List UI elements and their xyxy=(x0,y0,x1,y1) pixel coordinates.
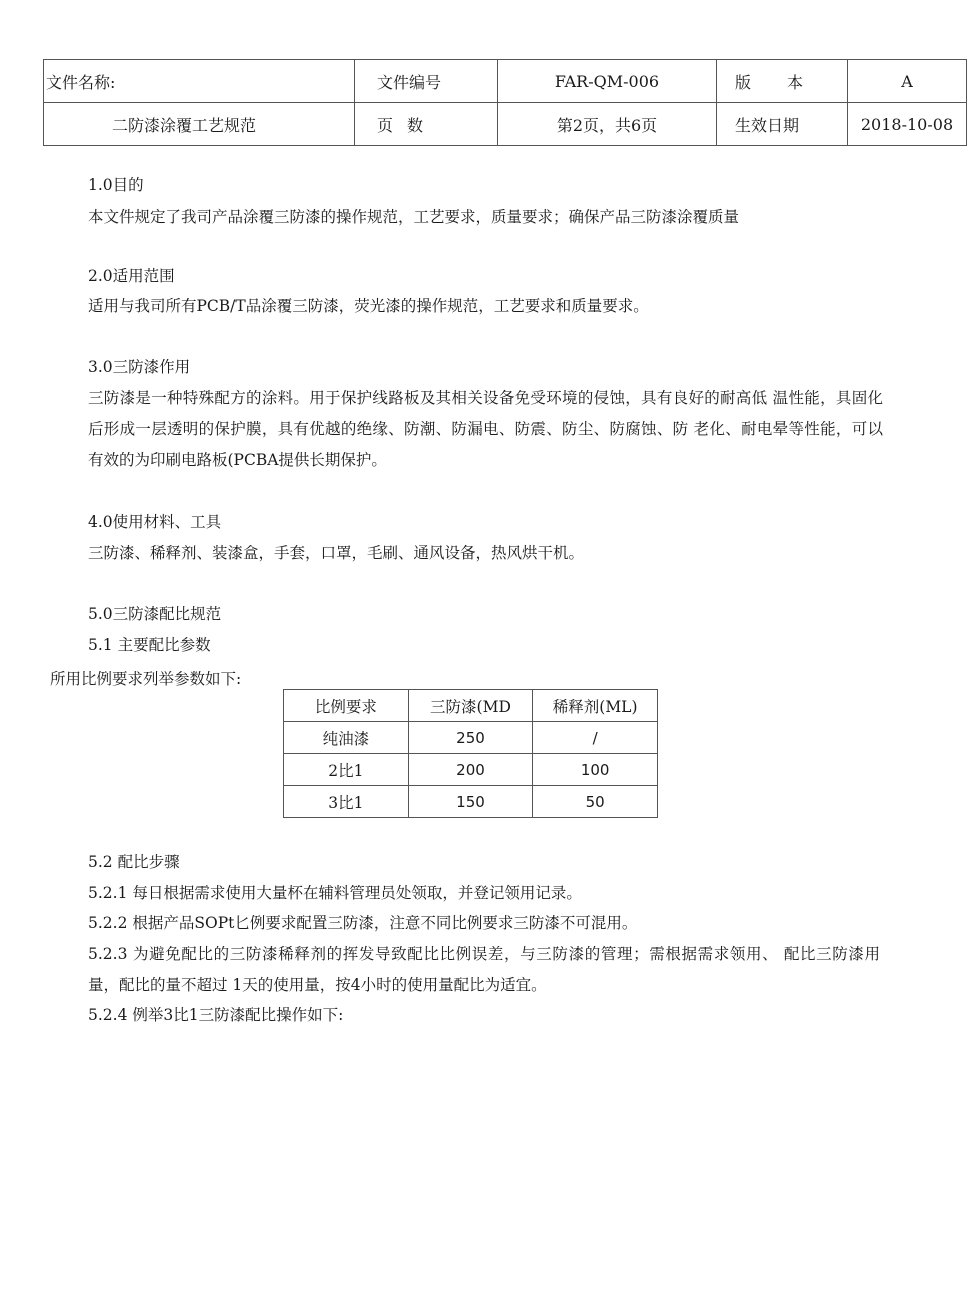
ratio-cell: 3比1 xyxy=(284,786,409,818)
ratio-table xyxy=(283,689,658,818)
section-5-2-3: 5.2.3 为避免配比的三防漆稀释剂的挥发导致配比比例误差，与三防漆的管理；需根据需求领用、 配比三防漆用量，配比的量不超过 1天的使用量，按4小时的使用量配比为适宜。 xyxy=(88,945,880,994)
version-label-part-a: 版 xyxy=(735,72,752,92)
section-3-title: 3.0三防漆作用 xyxy=(88,358,191,376)
section-2-body: 适用与我司所有PCB/T品涂覆三防漆，荧光漆的操作规范，工艺要求和质量要求。 xyxy=(88,297,649,315)
page-count-value: 第2页，共6页 xyxy=(498,103,717,146)
file-name-value: 二防漆涂覆工艺规范 xyxy=(44,103,355,146)
ratio-header-requirement: 比例要求 xyxy=(284,690,409,722)
section-5-1-title: 5.1 主要配比参数 xyxy=(88,636,211,654)
ratio-table-row xyxy=(284,754,658,786)
ratio-table-row xyxy=(284,786,658,818)
ratio-cell: 50 xyxy=(533,786,658,818)
effective-date-value: 2018-10-08 xyxy=(848,103,967,146)
section-1-title: 1.0目的 xyxy=(88,176,144,194)
effective-date-label: 生效日期 xyxy=(717,103,848,146)
section-4-body: 三防漆、稀释剂、装漆盒，手套，口罩，毛刷、通风设备，热风烘干机。 xyxy=(88,544,585,562)
section-5-title: 5.0三防漆配比规范 xyxy=(88,605,222,623)
page-label-part-a: 页 xyxy=(377,115,394,135)
ratio-cell: 250 xyxy=(408,722,533,754)
ratio-table-header-row xyxy=(284,690,658,722)
file-number-label: 文件编号 xyxy=(355,60,498,103)
ratio-header-coating: 三防漆(MD xyxy=(408,690,533,722)
ratio-cell: 150 xyxy=(408,786,533,818)
ratio-cell: 纯油漆 xyxy=(284,722,409,754)
ratio-cell: 200 xyxy=(408,754,533,786)
section-5-2-title: 5.2 配比步骤 xyxy=(88,853,180,871)
file-name-label: 文件名称: xyxy=(44,60,355,103)
version-value: A xyxy=(848,60,967,103)
section-4-title: 4.0使用材料、工具 xyxy=(88,513,222,531)
page-label-part-b: 数 xyxy=(407,115,424,135)
version-label xyxy=(717,60,848,103)
version-label-part-b: 本 xyxy=(787,72,804,92)
document-header-table xyxy=(43,59,967,146)
section-5-2-1: 5.2.1 每日根据需求使用大量杯在辅料管理员处领取，并登记领用记录。 xyxy=(88,884,582,902)
file-number-value: FAR-QM-006 xyxy=(498,60,717,103)
section-5-2-4: 5.2.4 例举3比1三防漆配比操作如下: xyxy=(88,1006,344,1024)
section-5-1-intro: 所用比例要求列举参数如下: xyxy=(50,670,242,688)
ratio-cell: 100 xyxy=(533,754,658,786)
section-1-body: 本文件规定了我司产品涂覆三防漆的操作规范，工艺要求，质量要求；确保产品三防漆涂覆质量 xyxy=(88,208,740,226)
ratio-table-row xyxy=(284,722,658,754)
section-5-2-2: 5.2.2 根据产品SOPt匕例要求配置三防漆，注意不同比例要求三防漆不可混用。 xyxy=(88,914,638,932)
section-2-title: 2.0适用范围 xyxy=(88,267,175,285)
page-count-label xyxy=(355,103,498,146)
ratio-cell: 2比1 xyxy=(284,754,409,786)
ratio-cell: / xyxy=(533,722,658,754)
section-3-body: 三防漆是一种特殊配方的涂料。用于保护线路板及其相关设备免受环境的侵蚀，具有良好的耐高低 温性能，具固化后形成一层透明的保护膜，具有优越的绝缘、防潮、防漏电、防震、防尘、防腐蚀、防 老化、耐电晕等性能，可以有效的为印刷电路板(PCBA提供长期保护。 xyxy=(88,389,883,469)
ratio-header-thinner: 稀释剂(ML) xyxy=(533,690,658,722)
